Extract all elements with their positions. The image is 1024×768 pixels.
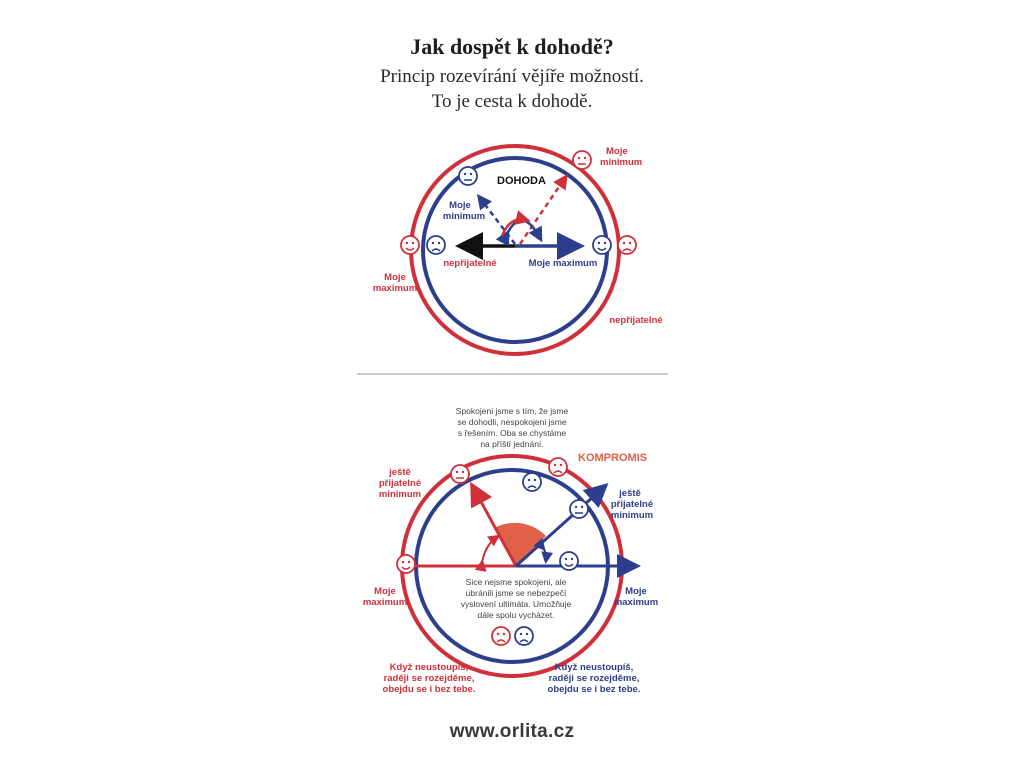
sad-face-icon <box>515 627 533 645</box>
page-title: Jak dospět k dohodě? <box>410 34 614 59</box>
smile-face-icon <box>593 236 611 254</box>
red-walkaway-label: Když neustoupíš, <box>389 662 469 673</box>
website-link[interactable]: www.orlita.cz <box>449 721 575 742</box>
red-minimum-label: minimum <box>600 157 643 168</box>
blue-minimum-label: Moje <box>449 200 471 211</box>
blue-maximum-label: Moje <box>625 586 647 597</box>
blue-walkaway-label: obejdu se i bez tebe. <box>547 684 641 695</box>
satisfaction-note: se dohodli, nespokojeni jsme <box>457 417 567 427</box>
diagram-2 <box>363 406 658 695</box>
sad-face-icon <box>523 473 541 491</box>
red-arc-arrow <box>502 219 526 236</box>
neutral-face-icon <box>451 465 469 483</box>
blue-minimum-dashed-arrow <box>480 198 515 244</box>
smile-face-icon <box>560 552 578 570</box>
satisfaction-note: na příští jednání. <box>480 439 544 449</box>
sad-face-icon <box>549 458 567 476</box>
blue-walkaway-label: Když neustoupíš, <box>554 662 634 673</box>
red-minimum-label: přijatelné <box>378 478 422 489</box>
neutral-face-icon <box>570 500 588 518</box>
blue-minimum-label: přijatelné <box>610 499 654 510</box>
center-note: vyslovení ultimáta. Umožňuje <box>460 599 572 609</box>
red-minimum-label: Moje <box>606 146 628 157</box>
center-note: dále spolu vycházet. <box>477 610 555 620</box>
smile-face-icon <box>401 236 419 254</box>
red-maximum-label: Moje <box>384 272 406 283</box>
satisfaction-note: s řešením. Oba se chystáme <box>457 428 567 438</box>
blue-maximum-label: maximum <box>613 597 659 608</box>
red-unacceptable-label: nepřijatelné <box>609 315 663 326</box>
red-maximum-label: maximum <box>362 597 408 608</box>
blue-walkaway-label: raději se rozejděme, <box>548 673 640 684</box>
smile-face-icon <box>397 555 415 573</box>
blue-minimum-label: ještě <box>619 488 641 499</box>
blue-arc-arrow <box>543 548 546 560</box>
kompromis-label: KOMPROMIS <box>578 452 648 464</box>
red-walkaway-label: obejdu se i bez tebe. <box>382 684 476 695</box>
neutral-face-icon <box>459 167 477 185</box>
center-note: Sice nejsme spokojeni, ale <box>465 577 567 587</box>
red-walkaway-label: raději se rozejděme, <box>383 673 475 684</box>
blue-maximum-label: Moje maximum <box>528 258 598 269</box>
red-minimum-dashed-arrow <box>520 178 565 244</box>
sad-face-icon <box>492 627 510 645</box>
satisfaction-note: Spokojeni jsme s tím, že jsme <box>455 406 569 416</box>
red-maximum-label: Moje <box>374 586 396 597</box>
subtitle-line-2: To je cesta k dohodě. <box>431 91 593 112</box>
neutral-face-icon <box>573 151 591 169</box>
sad-face-icon <box>618 236 636 254</box>
red-maximum-label: maximum <box>372 283 418 294</box>
red-minimum-label: ještě <box>389 467 411 478</box>
subtitle-line-1: Princip rozevírání vějíře možností. <box>380 66 644 87</box>
blue-minimum-label: minimum <box>610 510 654 521</box>
blue-unacceptable-label: nepřijatelné <box>443 258 497 269</box>
red-minimum-label: minimum <box>378 489 422 500</box>
sad-face-icon <box>427 236 445 254</box>
blue-minimum-label: minimum <box>442 211 486 222</box>
dohoda-label: DOHODA <box>497 175 546 187</box>
diagram-1 <box>373 146 663 354</box>
red-arc-arrow <box>482 537 497 563</box>
center-note: ubránili jsme se nebezpečí <box>465 588 567 598</box>
